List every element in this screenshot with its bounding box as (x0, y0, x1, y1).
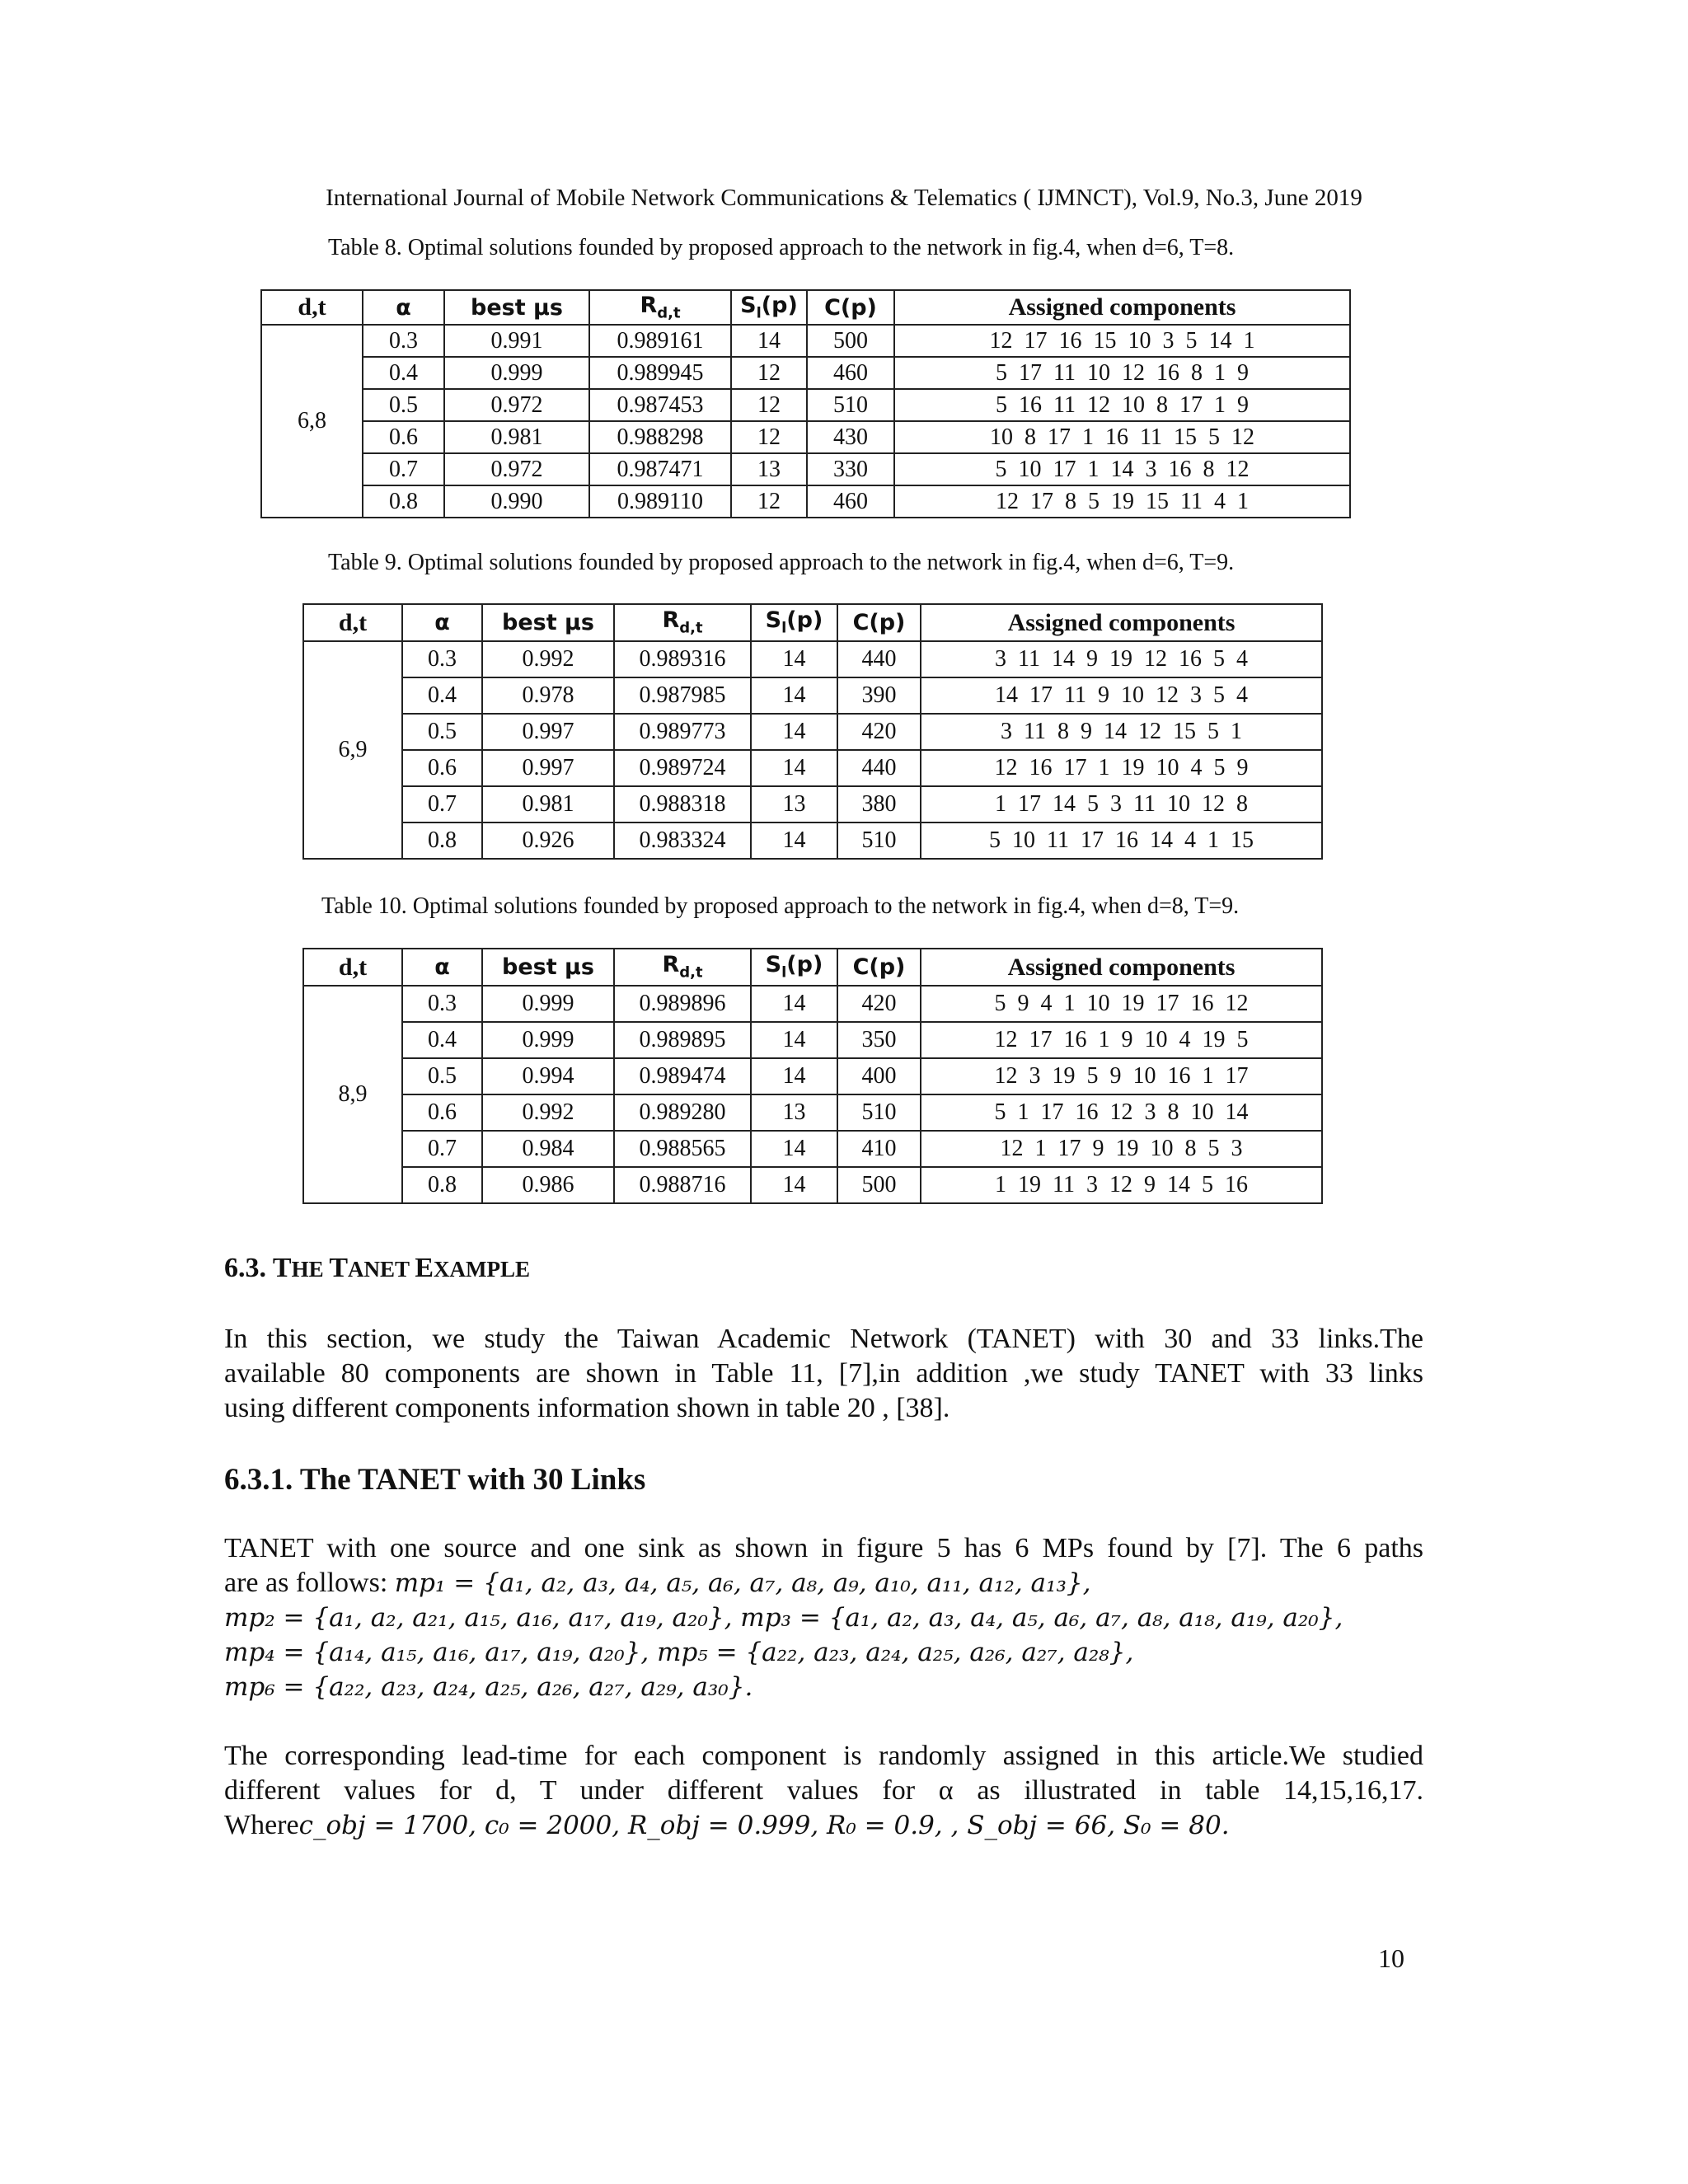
table-header-row (261, 290, 1350, 325)
minimal-path-2-3: mp₂ = {a₁, a₂, a₂₁, a₁₅, a₁₆, a₁₇, a₁₉, a₂₀}, mp₃ = {a₁, a₂, a₃, a₄, a₅, a₆, a₇, a₈, a₁₈, a₁₉, a₂₀}, (224, 1603, 1343, 1633)
best-cell: 0.999 (482, 986, 614, 1022)
best-cell: 0.999 (444, 357, 589, 389)
alpha-cell: 0.4 (363, 357, 444, 389)
col-s: $S_l(p)$ (751, 949, 837, 986)
journal-header: International Journal of Mobile Network Communications & Telematics ( IJMNCT), Vol.9, No.3, June 2019 (326, 185, 1362, 211)
s-cell: 12 (731, 485, 807, 518)
best-cell: 0.997 (482, 750, 614, 786)
assigned-cell: 5 10 11 17 16 14 4 1 15 (921, 823, 1322, 859)
s-cell: 14 (751, 750, 837, 786)
best-cell: 0.978 (482, 677, 614, 714)
s-cell: 13 (751, 1094, 837, 1131)
table-row (303, 1094, 1322, 1131)
assigned-cell: 5 17 11 10 12 16 8 1 9 (894, 357, 1350, 389)
r-cell: 0.988298 (589, 421, 731, 453)
minimal-path-1: mp₁ = {a₁, a₂, a₃, a₄, a₅, a₆, a₇, a₈, a₉, a₁₀, a₁₁, a₁₂, a₁₃}, (394, 1568, 1091, 1598)
minimal-path-4-5: mp₄ = {a₁₄, a₁₅, a₁₆, a₁₇, a₁₉, a₂₀}, mp₅ = {a₂₂, a₂₃, a₂₄, a₂₅, a₂₆, a₂₇, a₂₈}, (224, 1638, 1134, 1667)
paragraph-lead-time (224, 1739, 1423, 1843)
c-cell: 390 (837, 677, 921, 714)
c-cell: 510 (837, 1094, 921, 1131)
table-8-caption: Table 8. Optimal solutions founded by proposed approach to the network in fig.4, when d=6, T=8. (328, 235, 1235, 260)
s-cell: 14 (751, 714, 837, 750)
col-reliability: $R_{d,t}$ (614, 604, 751, 641)
best-cell: 0.972 (444, 453, 589, 485)
c-cell: 430 (807, 421, 894, 453)
s-cell: 12 (731, 421, 807, 453)
best-cell: 0.981 (482, 786, 614, 823)
r-cell: 0.989724 (614, 750, 751, 786)
r-cell: 0.989161 (589, 325, 731, 357)
r-cell: 0.987471 (589, 453, 731, 485)
alpha-cell: 0.4 (402, 1022, 482, 1058)
col-assigned: Assigned components (921, 604, 1322, 641)
c-cell: 350 (837, 1022, 921, 1058)
text-line: using different components information shown in table 20 , [38]. (224, 1393, 950, 1423)
text-line: different values for d, T under different values for α as illustrated in table 14,15,16,17. (224, 1775, 1423, 1806)
r-cell: 0.989895 (614, 1022, 751, 1058)
r-cell: 0.988318 (614, 786, 751, 823)
table-row (303, 1167, 1322, 1203)
s-cell: 12 (731, 389, 807, 421)
c-cell: 460 (807, 357, 894, 389)
table-10-caption: Table 10. Optimal solutions founded by proposed approach to the network in fig.4, when d=8, T=9. (321, 893, 1240, 919)
s-cell: 14 (751, 1131, 837, 1167)
s-cell: 13 (731, 453, 807, 485)
col-s: $S_l(p)$ (751, 604, 837, 641)
best-cell: 0.997 (482, 714, 614, 750)
c-cell: 500 (837, 1167, 921, 1203)
c-cell: 460 (807, 485, 894, 518)
col-reliability: $R_{d,t}$ (589, 290, 731, 325)
table-row (303, 1058, 1322, 1094)
paragraph-minimal-paths (224, 1531, 1423, 1704)
table-header-row (303, 949, 1322, 986)
best-cell: 0.981 (444, 421, 589, 453)
col-reliability: $R_{d,t}$ (614, 949, 751, 986)
assigned-cell: 5 16 11 12 10 8 17 1 9 (894, 389, 1350, 421)
col-cost: C(p) (837, 604, 921, 641)
table-row (303, 714, 1322, 750)
s-cell: 14 (751, 1058, 837, 1094)
col-alpha: α (363, 290, 444, 325)
text-line: TANET with one source and one sink as shown in figure 5 has 6 MPs found by [7]. The 6 paths (224, 1533, 1423, 1563)
assigned-cell: 3 11 8 9 14 12 15 5 1 (921, 714, 1322, 750)
alpha-cell: 0.8 (402, 823, 482, 859)
subsection-heading: 6.3.1. The TANET with 30 Links (224, 1463, 646, 1497)
r-cell: 0.989474 (614, 1058, 751, 1094)
table-row (303, 1131, 1322, 1167)
alpha-cell: 0.3 (402, 641, 482, 677)
dt-cell: 6,8 (261, 325, 363, 518)
table-row (303, 641, 1322, 677)
col-best-mu: best μs (482, 604, 614, 641)
table-10 (302, 948, 1323, 1204)
r-cell: 0.989773 (614, 714, 751, 750)
table-8 (260, 289, 1351, 518)
alpha-cell: 0.6 (363, 421, 444, 453)
text-line: are as follows: mp₁ = {a₁, a₂, a₃, a₄, a₅, a₆, a₇, a₈, a₉, a₁₀, a₁₁, a₁₂, a₁₃}, (224, 1568, 1091, 1598)
c-cell: 330 (807, 453, 894, 485)
minimal-path-6: mp₆ = {a₂₂, a₂₃, a₂₄, a₂₅, a₂₆, a₂₇, a₂₉, a₃₀}. (224, 1672, 753, 1702)
assigned-cell: 12 16 17 1 19 10 4 5 9 (921, 750, 1322, 786)
table-9-caption: Table 9. Optimal solutions founded by proposed approach to the network in fig.4, when d=6, T=9. (328, 550, 1235, 575)
col-alpha: α (402, 949, 482, 986)
s-cell: 14 (751, 986, 837, 1022)
table-row (303, 986, 1322, 1022)
c-cell: 440 (837, 750, 921, 786)
col-s: $S_l(p)$ (731, 290, 807, 325)
dt-cell: 8,9 (303, 986, 402, 1203)
assigned-cell: 5 10 17 1 14 3 16 8 12 (894, 453, 1350, 485)
page-number: 10 (1378, 1943, 1404, 1973)
assigned-cell: 5 1 17 16 12 3 8 10 14 (921, 1094, 1322, 1131)
text-line: In this section, we study the Taiwan Academic Network (TANET) with 30 and 33 links.The (224, 1324, 1423, 1354)
r-cell: 0.989945 (589, 357, 731, 389)
best-cell: 0.992 (482, 1094, 614, 1131)
best-cell: 0.986 (482, 1167, 614, 1203)
r-cell: 0.987453 (589, 389, 731, 421)
assigned-cell: 5 9 4 1 10 19 17 16 12 (921, 986, 1322, 1022)
c-cell: 410 (837, 1131, 921, 1167)
r-cell: 0.987985 (614, 677, 751, 714)
r-cell: 0.989280 (614, 1094, 751, 1131)
col-cost: C(p) (837, 949, 921, 986)
c-cell: 440 (837, 641, 921, 677)
assigned-cell: 3 11 14 9 19 12 16 5 4 (921, 641, 1322, 677)
best-cell: 0.991 (444, 325, 589, 357)
r-cell: 0.989896 (614, 986, 751, 1022)
best-cell: 0.992 (482, 641, 614, 677)
col-best-mu: best μs (482, 949, 614, 986)
objective-values: c_obj = 1700, c₀ = 2000, R_obj = 0.999, R₀ = 0.9, , S_obj = 66, S₀ = 80. (298, 1811, 1230, 1840)
alpha-cell: 0.8 (402, 1167, 482, 1203)
alpha-cell: 0.3 (402, 986, 482, 1022)
c-cell: 420 (837, 714, 921, 750)
assigned-cell: 14 17 11 9 10 12 3 5 4 (921, 677, 1322, 714)
alpha-cell: 0.5 (402, 1058, 482, 1094)
alpha-cell: 0.6 (402, 1094, 482, 1131)
c-cell: 420 (837, 986, 921, 1022)
col-dt: d,t (261, 290, 363, 325)
col-alpha: α (402, 604, 482, 641)
alpha-cell: 0.5 (363, 389, 444, 421)
best-cell: 0.994 (482, 1058, 614, 1094)
text-line: available 80 components are shown in Table 11, [7],in addition ,we study TANET with 33 links (224, 1358, 1423, 1389)
assigned-cell: 12 3 19 5 9 10 16 1 17 (921, 1058, 1322, 1094)
best-cell: 0.999 (482, 1022, 614, 1058)
r-cell: 0.983324 (614, 823, 751, 859)
s-cell: 14 (751, 677, 837, 714)
c-cell: 510 (807, 389, 894, 421)
alpha-cell: 0.5 (402, 714, 482, 750)
table-row (303, 1022, 1322, 1058)
assigned-cell: 12 17 8 5 19 15 11 4 1 (894, 485, 1350, 518)
table-header-row (303, 604, 1322, 641)
s-cell: 14 (751, 1022, 837, 1058)
col-dt: d,t (303, 604, 402, 641)
c-cell: 400 (837, 1058, 921, 1094)
table-row (261, 485, 1350, 518)
section-heading: 6.3. THE TANET EXAMPLE (224, 1253, 530, 1283)
assigned-cell: 1 17 14 5 3 11 10 12 8 (921, 786, 1322, 823)
alpha-cell: 0.6 (402, 750, 482, 786)
alpha-cell: 0.3 (363, 325, 444, 357)
c-cell: 380 (837, 786, 921, 823)
assigned-cell: 10 8 17 1 16 11 15 5 12 (894, 421, 1350, 453)
table-row (303, 786, 1322, 823)
table-9 (302, 603, 1323, 860)
r-cell: 0.989316 (614, 641, 751, 677)
alpha-cell: 0.4 (402, 677, 482, 714)
alpha-cell: 0.7 (402, 786, 482, 823)
best-cell: 0.926 (482, 823, 614, 859)
table-row (261, 325, 1350, 357)
alpha-cell: 0.7 (363, 453, 444, 485)
s-cell: 14 (751, 1167, 837, 1203)
alpha-cell: 0.7 (402, 1131, 482, 1167)
table-row (303, 750, 1322, 786)
s-cell: 13 (751, 786, 837, 823)
r-cell: 0.988565 (614, 1131, 751, 1167)
dt-cell: 6,9 (303, 641, 402, 859)
col-assigned: Assigned components (894, 290, 1350, 325)
assigned-cell: 12 1 17 9 19 10 8 5 3 (921, 1131, 1322, 1167)
best-cell: 0.990 (444, 485, 589, 518)
s-cell: 12 (731, 357, 807, 389)
table-row (303, 823, 1322, 859)
text-line: Wherec_obj = 1700, c₀ = 2000, R_obj = 0.999, R₀ = 0.9, , S_obj = 66, S₀ = 80. (224, 1810, 1230, 1840)
paragraph-intro (224, 1322, 1423, 1426)
s-cell: 14 (751, 823, 837, 859)
best-cell: 0.984 (482, 1131, 614, 1167)
r-cell: 0.988716 (614, 1167, 751, 1203)
col-assigned: Assigned components (921, 949, 1322, 986)
text-line: The corresponding lead-time for each component is randomly assigned in this article.We studied (224, 1741, 1423, 1771)
table-row (303, 677, 1322, 714)
c-cell: 510 (837, 823, 921, 859)
col-best-mu: best μs (444, 290, 589, 325)
c-cell: 500 (807, 325, 894, 357)
assigned-cell: 12 17 16 1 9 10 4 19 5 (921, 1022, 1322, 1058)
table-row (261, 421, 1350, 453)
table-row (261, 389, 1350, 421)
best-cell: 0.972 (444, 389, 589, 421)
table-row (261, 357, 1350, 389)
col-cost: C(p) (807, 290, 894, 325)
alpha-cell: 0.8 (363, 485, 444, 518)
r-cell: 0.989110 (589, 485, 731, 518)
col-dt: d,t (303, 949, 402, 986)
assigned-cell: 12 17 16 15 10 3 5 14 1 (894, 325, 1350, 357)
table-row (261, 453, 1350, 485)
s-cell: 14 (731, 325, 807, 357)
assigned-cell: 1 19 11 3 12 9 14 5 16 (921, 1167, 1322, 1203)
s-cell: 14 (751, 641, 837, 677)
